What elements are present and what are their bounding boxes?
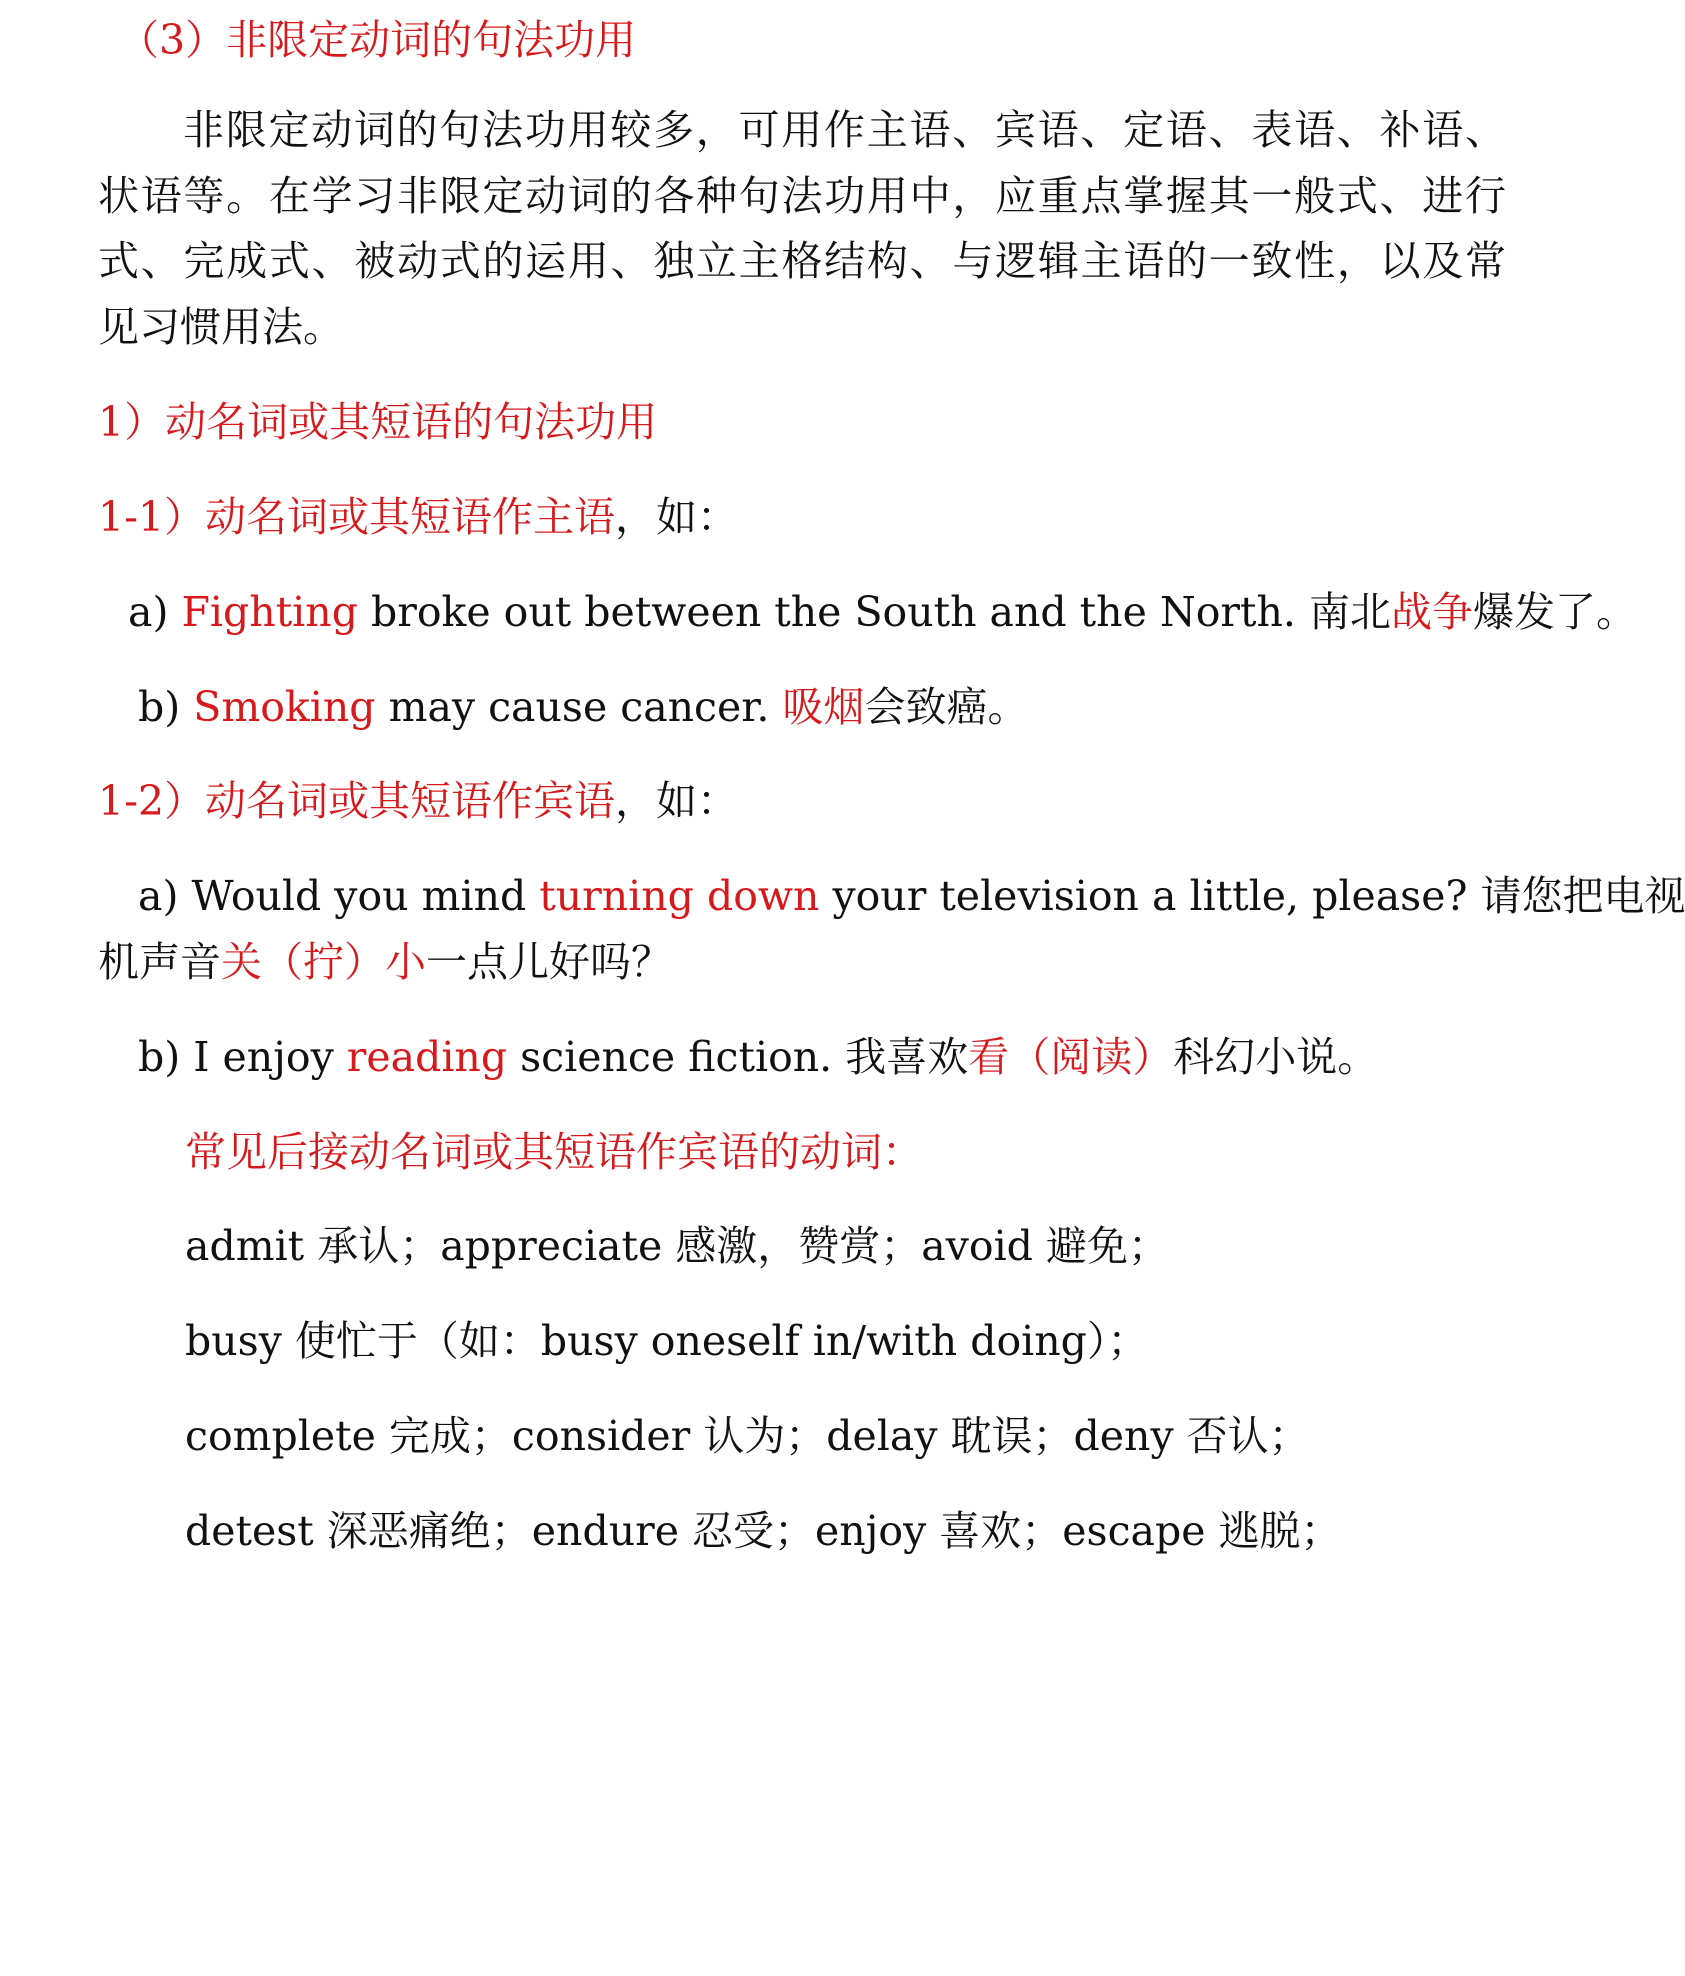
example-text: a) Would you mind — [138, 872, 540, 920]
intro-line-2: 状语等。在学习非限定动词的各种句法功用中，应重点掌握其一般式、进行 — [98, 172, 1506, 220]
example-label: a) — [128, 588, 182, 636]
example-text: 机声音 — [98, 938, 221, 986]
subsection-suffix: ，如： — [615, 777, 739, 825]
intro-line-1: 非限定动词的句法功用较多，可用作主语、宾语、定语、表语、补语、 — [183, 106, 1506, 154]
subsection-gerund-subject — [98, 491, 738, 543]
verbs-list-item: busy 使忙于（如：busy oneself in/with doing）； — [185, 1317, 1149, 1365]
verbs-list-item: admit 承认；appreciate 感激，赞赏；avoid 避免； — [185, 1222, 1169, 1270]
highlight-translation: 看（阅读） — [968, 1033, 1174, 1081]
example-line-2 — [98, 936, 672, 988]
example-text: your television a little, please? 请您把电视 — [819, 872, 1685, 920]
highlight-word: Fighting — [181, 588, 358, 636]
verbs-list-title: 常见后接动名词或其短语作宾语的动词： — [185, 1128, 923, 1176]
example-line-1 — [138, 870, 1685, 922]
heading-non-finite-syntax: （3）非限定动词的句法功用 — [118, 16, 637, 64]
example-text-end: 科幻小说。 — [1173, 1033, 1379, 1081]
intro-line-3: 式、完成式、被动式的运用、独立主格结构、与逻辑主语的一致性，以及常 — [98, 237, 1506, 285]
intro-line-4: 见习惯用法。 — [98, 303, 344, 351]
highlight-word: Smoking — [193, 683, 376, 731]
highlight-translation: 关（拧）小 — [221, 938, 426, 986]
verbs-list-item: complete 完成；consider 认为；delay 耽误；deny 否认； — [185, 1412, 1310, 1460]
highlight-word: turning down — [539, 872, 820, 920]
example-text: broke out between the South and the North. 南北 — [357, 588, 1391, 636]
highlight-translation: 吸烟 — [782, 683, 865, 731]
example-reading — [138, 1031, 1378, 1083]
example-label: b) — [138, 683, 194, 731]
section-gerund-syntax: 1）动名词或其短语的句法功用 — [98, 398, 658, 446]
example-text: b) I enjoy — [138, 1033, 347, 1081]
example-text-end: 一点儿好吗？ — [426, 938, 672, 986]
example-text-end: 会致癌。 — [864, 683, 1029, 731]
subsection-gerund-object — [98, 775, 738, 827]
example-fighting — [128, 586, 1637, 638]
subsection-suffix: ，如： — [615, 493, 739, 541]
example-text-end: 爆发了。 — [1472, 588, 1637, 636]
highlight-translation: 战争 — [1390, 588, 1473, 636]
example-smoking — [138, 681, 1028, 733]
example-text: may cause cancer. — [375, 683, 783, 731]
verbs-list-item: detest 深恶痛绝；endure 忍受；enjoy 喜欢；escape 逃脱； — [185, 1507, 1342, 1555]
subsection-title: 1-1）动名词或其短语作主语 — [98, 493, 616, 541]
subsection-title: 1-2）动名词或其短语作宾语 — [98, 777, 616, 825]
highlight-word: reading — [346, 1033, 508, 1081]
example-text: science fiction. 我喜欢 — [507, 1033, 969, 1081]
